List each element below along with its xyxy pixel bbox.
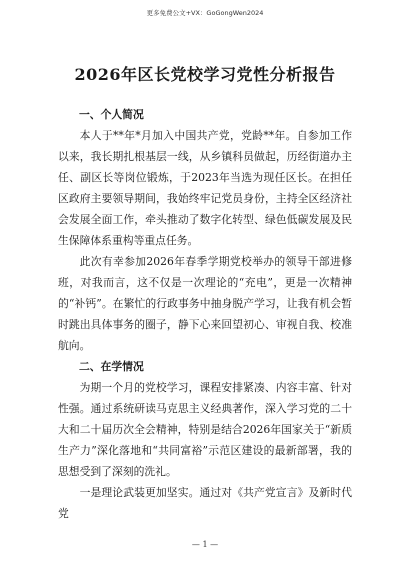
paragraph: 为期一个月的党校学习，课程安排紧凑、内容丰富、针对性强。通过系统研读马克思主义经典著作，深入学习党的二十大和二十届历次全会精神，特别是结合2026年国家关于“新质生产力”深化落地和“共同富裕”示范区建设的最新部署，我的思想受到了深刻的洗礼。 [58, 381, 352, 478]
paragraph: 本人于**年*月加入中国共产党，党龄**年。自参加工作以来，我长期扎根基层一线，从乡镇科员做起，历经街道办主任、副区长等岗位锻炼，于2023年当选为现任区长。在担任区政府主要领导期间，我始终牢记党员身份，主持全区经济社会发展全面工作，牵头推动了数字化转型、绿色低碳发展及民生保障体系重构等重点任务。 [58, 129, 352, 247]
paragraph: 此次有幸参加2026年春季学期党校举办的领导干部进修班，对我而言，这不仅是一次理论的“充电”，更是一次精神的“补钙”。在繁忙的行政事务中抽身脱产学习，让我有机会暂时跳出具体事务的圈子，静下心来回望初心、审视自我、校准航向。 [58, 255, 352, 352]
section-heading: 一、个人简况 [79, 108, 144, 121]
document-body [58, 104, 352, 524]
page-number: — 1 — [191, 540, 219, 549]
paragraph: 一是理论武装更加坚实。通过对《共产党宣言》及新时代党 [58, 486, 352, 520]
header-note: 更多免费公文+VX：GoGongWen2024 [146, 9, 264, 17]
document-title: 2026年区长党校学习党性分析报告 [74, 65, 336, 84]
section-heading: 二、在学情况 [79, 360, 144, 373]
